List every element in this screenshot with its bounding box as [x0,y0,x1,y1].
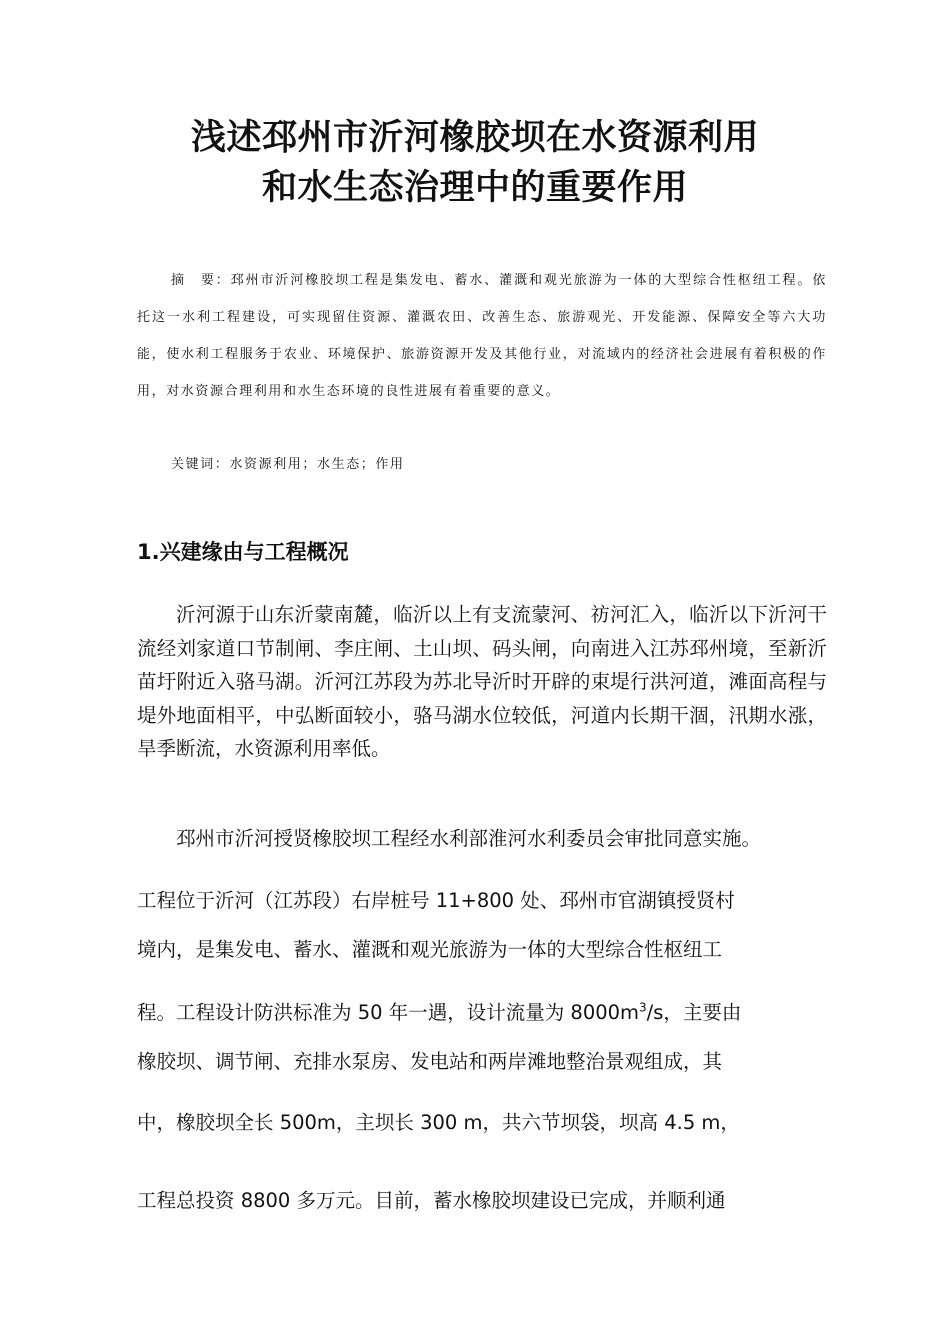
section-heading: 1.兴建缘由与工程概况 [137,540,349,564]
body-line-4: 橡胶坝、调节闸、充排水泵房、发电站和两岸滩地整治景观组成，其 [137,1050,723,1073]
title-line-1: 浅述邳州市沂河橡胶坝在水资源利用 [190,118,759,158]
superscript-three: 3 [639,1000,647,1015]
body-paragraph-2: 邳州市沂河授贤橡胶坝工程经水利部淮河水利委员会审批同意实施。 [176,827,762,850]
body-line-3 [137,997,837,1025]
body-line-1: 工程位于沂河（江苏段）右岸桩号 11+800 处、邳州市官湖镇授贤村 [137,889,735,912]
abstract-paragraph: 摘 要：邳州市沂河橡胶坝工程是集发电、蓄水、灌溉和观光旅游为一体的大型综合性枢纽工程。依托这一水利工程建设，可实现留住资源、灌溉农田、改善生态、旅游观光、开发能源、保障安全等六大功能，使水利工程服务于农业、环境保护、旅游资源开发及其他行业，对流域内的经济社会进展有着积极的作用，对水资源合理利用和水生态环境的良性进展有着重要的意义。 [137,273,827,399]
body-paragraph-1: 沂河源于山东沂蒙南麓，临沂以上有支流蒙河、祊河汇入，临沂以下沂河干流经刘家道口节制闸、李庄闸、土山坝、码头闸，向南进入江苏邳州境，至新沂苗圩附近入骆马湖。沂河江苏段为苏北导沂时开辟的束堤行洪河道，滩面高程与堤外地面相平，中弘断面较小，骆马湖水位较低，河道内长期干涸，汛期水涨，旱季断流，水资源利用率低。 [137,603,827,760]
body-line-6: 工程总投资 8800 多万元。目前，蓄水橡胶坝建设已完成，并顺利通 [137,1189,726,1212]
title-line-2: 和水生态治理中的重要作用 [261,168,688,208]
body-line-5: 中，橡胶坝全长 500m，主坝长 300 m，共六节坝袋，坝高 4.5 m， [137,1111,740,1134]
keywords-line: 关键词：水资源利用；水生态；作用 [171,457,405,472]
body-line-3-text-end: /s，主要由 [646,1001,742,1024]
body-line-3-text: 程。工程设计防洪标准为 50 年一遇，设计流量为 8000m [137,1001,640,1024]
body-line-2: 境内，是集发电、蓄水、灌溉和观光旅游为一体的大型综合性枢纽工 [137,938,723,961]
